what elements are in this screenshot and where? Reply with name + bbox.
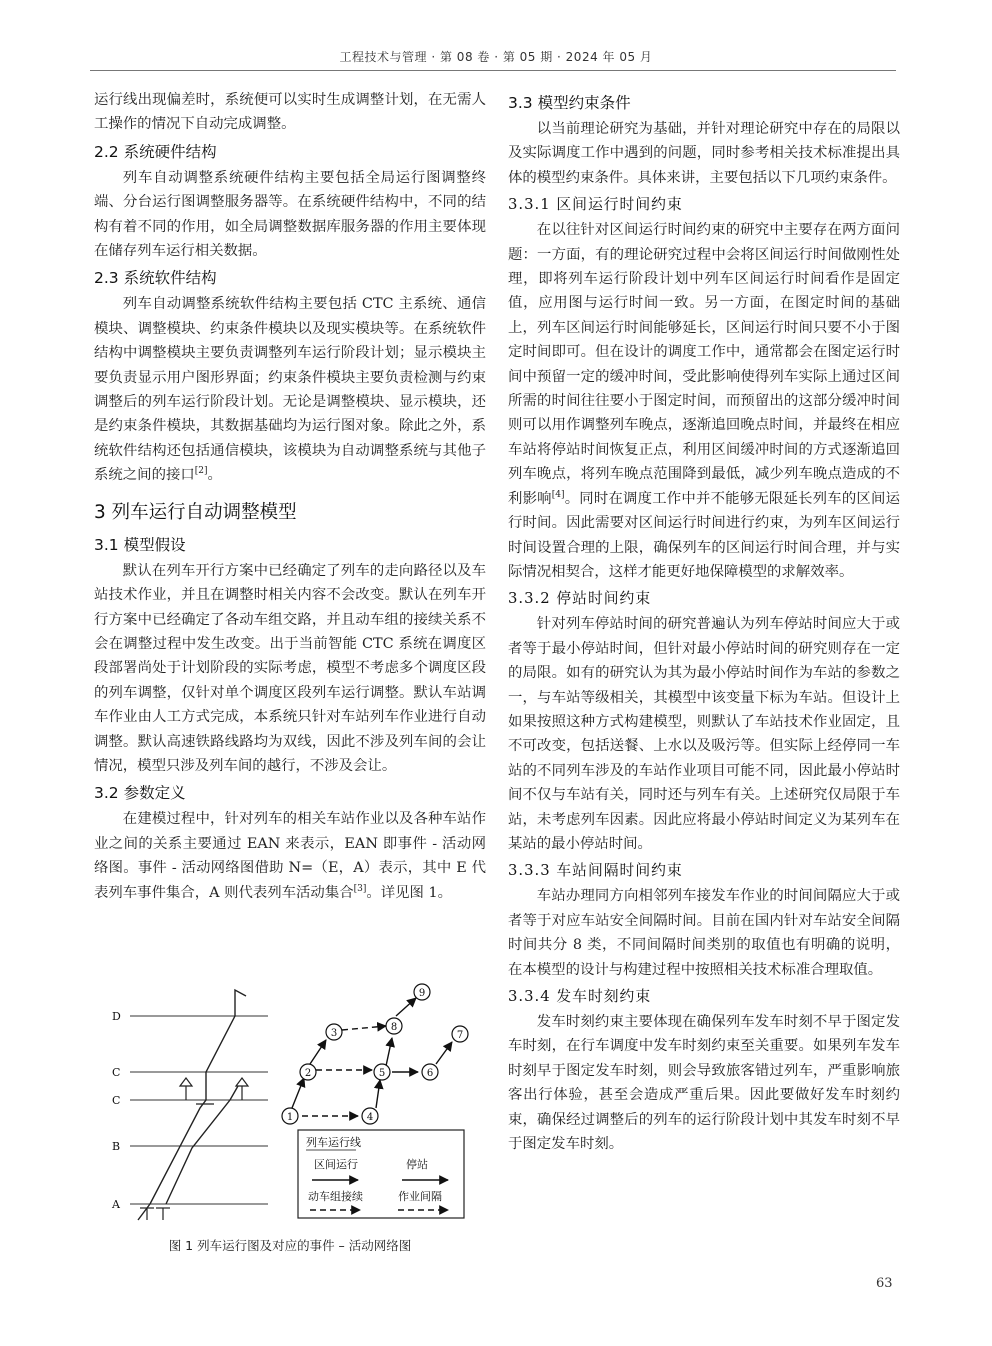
left-column <box>94 88 486 905</box>
section-3-3-2-paragraph: 针对列车停站时间的研究普遍认为列车停站时间应大于或者等于最小停站时间，但针对最小停站时间的研究则存在一定的局限。如有的研究认为其为最小停站时间作为车站的参数之一，与车站等级相关，其模型中该变量下标为车站。但设计上如果按照这种方式构建模型，则默认了车站技术作业固定，且不可改变，包括送餐、上水以及吸污等。但实际上经停同一车站的不同列车涉及的车站作业项目可能不同，因此最小停站时间不仅与车站有关，同时还与列车有关。上述研究仅局限于车站，未考虑列车因素。因此应将最小停站时间定义为某列车在某站的最小停站时间。 <box>508 616 900 852</box>
section-3-2-text: 在建模过程中，针对列车的相关车站作业以及各种车站作业之间的关系主要通过 EAN 来表示，EAN 即事件 - 活动网络图。事件 - 活动网络图借助 N=（E，A）表示，其中 E 代表列车事件集合，A 则代表列车活动集合 <box>94 811 486 901</box>
figure-legend <box>298 1130 464 1218</box>
activity-arrows <box>292 998 452 1116</box>
station-label-d: D <box>112 1010 121 1023</box>
node-label-5: 5 <box>378 1068 386 1079</box>
section-3-2-paragraph <box>94 807 486 905</box>
section-3-2-title: 3.2 参数定义 <box>94 784 186 803</box>
legend-label-emu-connection: 动车组接续 <box>308 1190 363 1203</box>
figure-1-diagram <box>110 982 470 1222</box>
section-3-1-paragraph: 默认在列车开行方案中已经确定了列车的走向路径以及车站技术作业，并且在调整时相关内容不会改变。默认在列车开行方案中已经确定了各动车组交路，并且动车组的接续关系不会在调整过程中发生改变。出于当前智能 CTC 系统在调度区段部署尚处于计划阶段的实际考虑，模型不考虑多个调度区段的列车调整，仅针对单个调度区段列车运行调整。默认车站调车作业由人工方式完成，本系统只针对车站列车作业进行自动调整。默认高速铁路线路均为双线，因此不涉及列车间的会让情况，模型只涉及列车间的越行，不涉及会让。 <box>94 562 486 774</box>
figure-1-caption: 图 1 列车运行图及对应的事件 – 活动网络图 <box>168 1238 412 1253</box>
citation-4[interactable]: [4] <box>551 489 565 500</box>
legend-title: 列车运行线 <box>306 1136 361 1149</box>
node-label-2: 2 <box>304 1068 312 1079</box>
section-3-3-4-paragraph: 发车时刻约束主要体现在确保列车发车时刻不早于图定发车时刻，在行车调度中发车时刻约束至关重要。如果列车发车时刻早于图定发车时刻，则会导致旅客错过列车，严重影响旅客出行体验，甚至会造成严重后果。因此要做好发车时刻约束，确保经过调整后的列车的运行阶段计划中其发车时刻不早于图定发车时刻。 <box>508 1014 900 1153</box>
node-label-8: 8 <box>390 1022 398 1033</box>
legend-label-stop: 停站 <box>406 1158 428 1171</box>
train-run-lines <box>138 990 246 1220</box>
running-header: 工程技术与管理 · 第 08 卷 · 第 05 期 · 2024 年 05 月 <box>339 50 653 64</box>
station-label-b: B <box>112 1140 121 1153</box>
event-nodes <box>282 984 468 1124</box>
node-label-6: 6 <box>426 1068 434 1079</box>
section-3-2-text-end: 。详见图 1。 <box>366 884 453 901</box>
section-3-3-1-title: 3.3.1 区间运行时间约束 <box>508 196 683 214</box>
citation-2[interactable]: [2] <box>194 466 208 477</box>
node-label-3: 3 <box>330 1028 338 1039</box>
node-label-1: 1 <box>286 1112 294 1123</box>
section-2-3-text: 列车自动调整系统软件结构主要包括 CTC 主系统、通信模块、调整模块、约束条件模块以及现实模块等。在系统软件结构中调整模块主要负责调整列车运行阶段计划；显示模块主要负责显示用户图形界面；约束条件模块主要负责检测与约束调整后的列车运行阶段计划。无论是调整模块、显示模块，还是约束条件模块，其数据基础均为运行图对象。除此之外，系统软件结构还包括通信模块，该模块为自动调整系统与其他子系统之间的接口 <box>94 296 486 484</box>
right-column <box>508 88 900 1156</box>
section-3-3-1-text: 在以往针对区间运行时间约束的研究中主要存在两方面问题：一方面，有的理论研究过程中会将区间运行时间做刚性处理，即将列车运行阶段计划中列车区间运行时间看作是固定值，应用图与运行时间一致。另一方面，在图定时间的基础上，列车区间运行时间能够延长，区间运行时间只要不小于图定时间即可。但在设计的调度工作中，通常都会在图定运行时间中预留一定的缓冲时间，受此影响使得列车实际上通过区间所需的时间往往要小于图定时间，而预留出的这部分缓冲时间则可以用作调整列车晚点，逐渐追回晚点时间，并最终在相应车站将停站时间恢复正点，利用区间缓冲时间的方式逐渐追回列车晚点，将列车晚点范围降到最低，减少列车晚点造成的不利影响 <box>508 222 900 507</box>
station-label-c1: C <box>112 1066 121 1079</box>
citation-3[interactable]: [3] <box>353 883 367 894</box>
page-number: 63 <box>876 1276 893 1291</box>
section-3-3-3-paragraph: 车站办理同方向相邻列车接发车作业的时间间隔应大于或者等于对应车站安全间隔时间。目前在国内针对车站安全间隔时间共分 8 类，不同间隔时间类别的取值也有明确的说明，在本模型的设计与构建过程中按照相关技术标准合理取值。 <box>508 888 900 978</box>
section-2-2-paragraph: 列车自动调整系统硬件结构主要包括全局运行图调整终端、分台运行图调整服务器等。在系统硬件结构中，不同的结构有着不同的作用，如全局调整数据库服务器的作用主要体现在储存列车运行相关数据。 <box>94 169 486 260</box>
header-rule <box>90 70 896 71</box>
section-3-3-1-text-end: 。同时在调度工作中并不能够无限延长列车的区间运行时间。因此需要对区间运行时间进行约束，为列车区间运行时间设置合理的上限，确保列车的区间运行时间合理，并与实际情况相契合，这样才能更好地保障模型的求解效率。 <box>508 490 900 580</box>
section-2-2-title: 2.2 系统硬件结构 <box>94 142 217 161</box>
figure-1 <box>110 982 470 1222</box>
section-2-3-title: 2.3 系统软件结构 <box>94 269 217 288</box>
section-3-3-title: 3.3 模型约束条件 <box>508 94 631 112</box>
section-3-3-3-title: 3.3.3 车站间隔时间约束 <box>508 862 683 880</box>
station-symbols <box>140 1078 248 1220</box>
section-2-3-text-end: 。 <box>207 467 222 484</box>
legend-label-operation-interval: 作业间隔 <box>398 1190 442 1203</box>
legend-label-section-run: 区间运行 <box>314 1158 358 1171</box>
paragraph-intro: 运行线出现偏差时，系统便可以实时生成调整计划，在无需人工操作的情况下自动完成调整。 <box>94 92 486 133</box>
section-3-3-4-title: 3.3.4 发车时刻约束 <box>508 988 652 1005</box>
node-label-9: 9 <box>418 988 426 999</box>
section-3-3-1-paragraph <box>508 218 900 584</box>
node-label-4: 4 <box>366 1112 374 1123</box>
section-3-3-2-title: 3.3.2 停站时间约束 <box>508 590 652 608</box>
section-3-1-title: 3.1 模型假设 <box>94 535 186 554</box>
node-label-7: 7 <box>456 1030 464 1041</box>
section-3-title: 3 列车运行自动调整模型 <box>94 501 297 523</box>
station-label-c2: C <box>112 1094 121 1107</box>
section-2-3-paragraph <box>94 292 486 487</box>
station-label-a: A <box>112 1198 120 1211</box>
section-3-3-paragraph: 以当前理论研究为基础，并针对理论研究中存在的局限以及实际调度工作中遇到的问题，同时参考相关技术标准提出具体的模型约束条件。具体来讲，主要包括以下几项约束条件。 <box>508 121 900 186</box>
